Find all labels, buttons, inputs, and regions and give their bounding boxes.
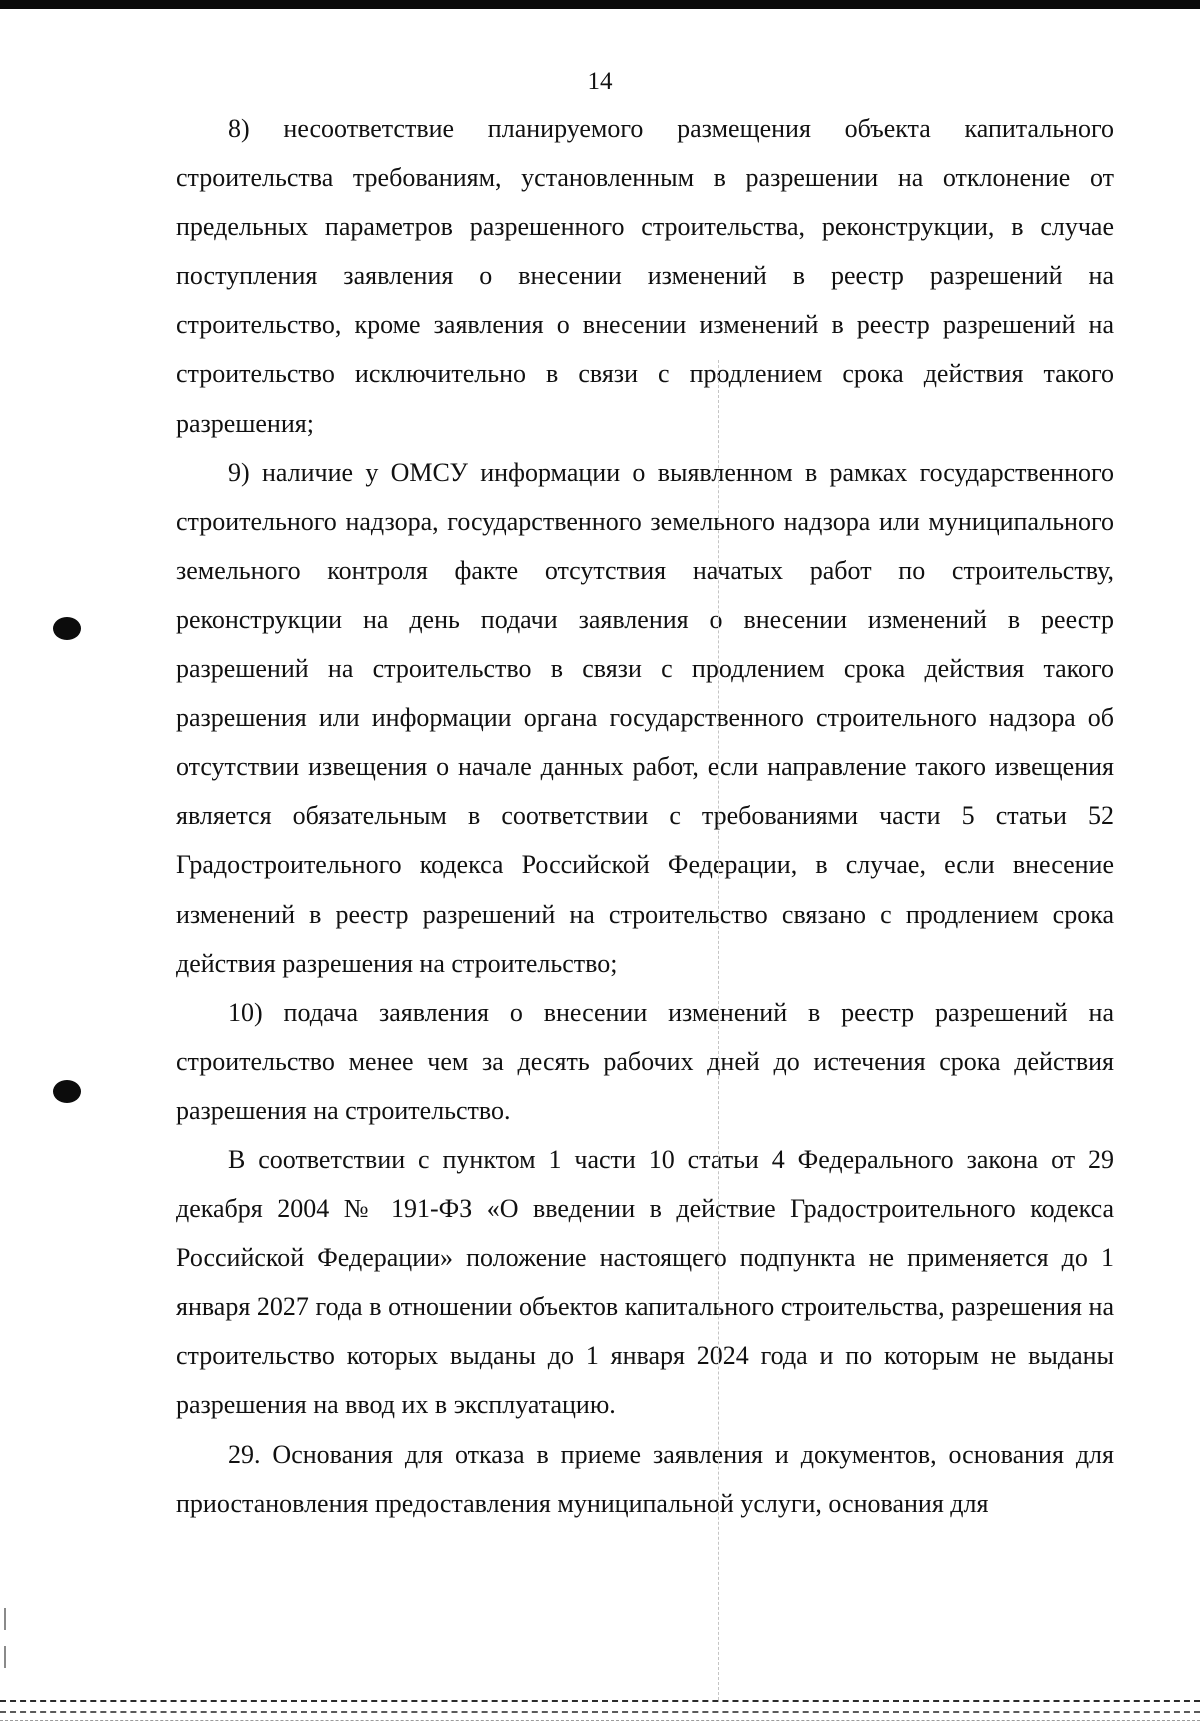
paragraph-federal-law-note: В соответствии с пунктом 1 части 10 статьи 4 Федерального закона от 29 декабря 2004 № 191-ФЗ «О введении в действие Градостроительного кодекса Российской Федерации» положение настоящего подпункта не применяется до 1 января 2027 года в отношении объектов капитального строительства, разрешения на строительство которых выданы до 1 января 2024 года и по которым не выданы разрешения на ввод их в эксплуатацию.	[176, 1144, 1114, 1420]
scan-speck	[4, 1646, 6, 1668]
scan-fold-line	[718, 360, 719, 1700]
paragraph-item-8: 8) несоответствие планируемого размещения объекта капитального строительства требованиям, установленным в разрешении на отклонение от предельных параметров разрешенного строительства, реконструкции, в случае поступления заявления о внесении изменений в реестр разрешений на строительство, кроме заявления о внесении изменений в реестр разрешений на строительство исключительно в связи с продлением срока действия такого разрешения;	[176, 114, 1114, 438]
bottom-scan-border	[0, 1700, 1200, 1702]
paragraph-item-10: 10) подача заявления о внесении изменений в реестр разрешений на строительство менее чем за десять рабочих дней до истечения срока действия разрешения на строительство.	[176, 997, 1114, 1125]
document-body	[176, 104, 1114, 1528]
paragraph-item-9: 9) наличие у ОМСУ информации о выявленном в рамках государственного строительного надзора, государственного земельного надзора или муниципального земельного контроля факте отсутствия начатых работ по строительству, реконструкции на день подачи заявления о внесении изменений в реестр разрешений на строительство в связи с продлением срока действия такого разрешения или информации органа государственного строительного надзора об отсутствии извещения о начале данных работ, если направление такого извещения является обязательным в соответствии с требованиями части 5 статьи 52 Градостроительного кодекса Российской Федерации, в случае, если внесение изменений в реестр разрешений на строительство связано с продлением срока действия разрешения на строительство;	[176, 457, 1114, 978]
top-scan-border	[0, 0, 1200, 9]
scan-speck	[4, 1608, 6, 1630]
page-number: 14	[587, 68, 613, 95]
bottom-scan-border	[0, 1711, 1200, 1713]
paragraph-section-29: 29. Основания для отказа в приеме заявления и документов, основания для приостановления предоставления муниципальной услуги, основания для	[176, 1439, 1114, 1518]
binder-hole-mark	[53, 1080, 81, 1103]
bottom-scan-border	[0, 1720, 1200, 1721]
binder-hole-mark	[53, 617, 81, 640]
